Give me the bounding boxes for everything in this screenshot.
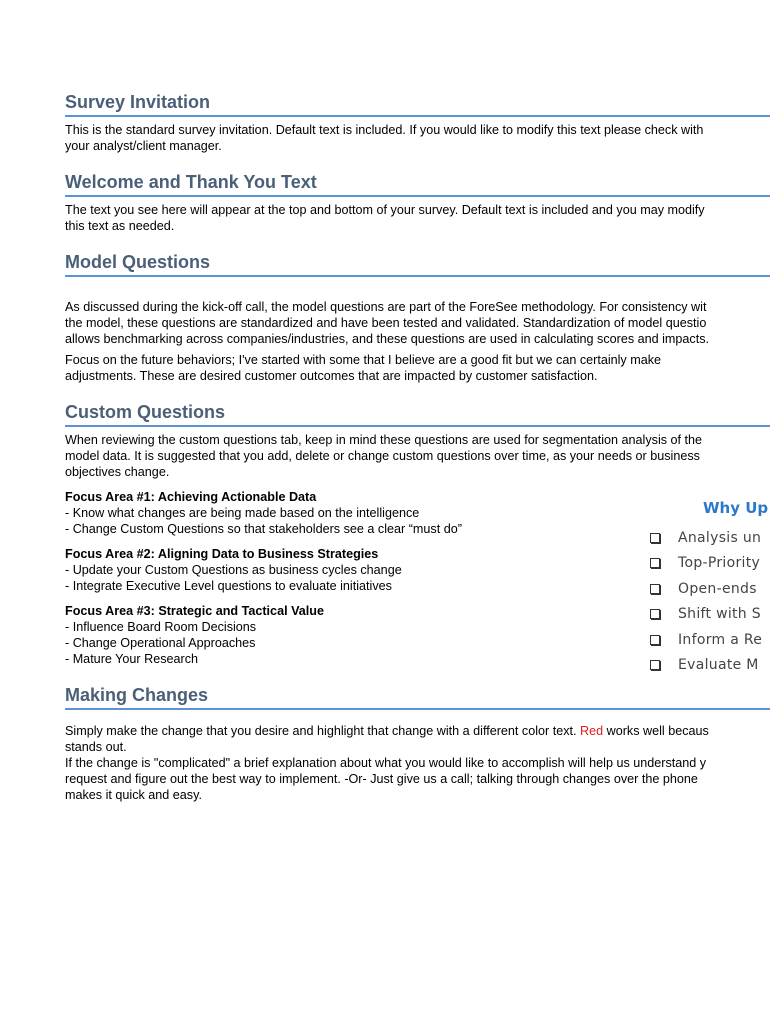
why-list-item	[650, 602, 770, 628]
text-segment: works well becaus	[603, 724, 709, 738]
text-line: makes it quick and easy.	[65, 788, 202, 802]
welcome-text	[65, 202, 770, 234]
survey-invitation-section	[65, 92, 770, 154]
why-item-label: Analysis un	[678, 529, 762, 546]
text-line: your analyst/client manager.	[65, 139, 222, 153]
checkbox-icon	[650, 609, 660, 619]
why-item-label: Inform a Re	[678, 631, 763, 648]
why-item-label: Shift with S	[678, 606, 761, 623]
focus-area-item: - Update your Custom Questions as business cycles change	[65, 563, 402, 577]
text-line: As discussed during the kick-off call, the model questions are part of the ForeSee methodology. For consistency wit	[65, 300, 707, 314]
why-update-panel	[650, 499, 770, 678]
focus-area-item: - Mature Your Research	[65, 652, 199, 666]
red-highlight-word: Red	[580, 724, 604, 738]
why-list-item	[650, 653, 770, 679]
focus-area-item: - Change Custom Questions so that stakeholders see a clear “must do”	[65, 522, 462, 536]
text-line: request and figure out the best way to implement. -Or- Just give us a call; talking through changes over the phone	[65, 772, 698, 786]
text-line: Focus on the future behaviors; I've started with some that I believe are a good fit but we can certainly make	[65, 353, 662, 367]
text-line: this text as needed.	[65, 219, 175, 233]
survey-invitation-heading: Survey Invitation	[65, 92, 770, 117]
checkbox-icon	[650, 584, 660, 594]
model-questions-section	[65, 252, 770, 384]
text-line: model data. It is suggested that you add, delete or change custom questions over time, as your needs or business	[65, 449, 700, 463]
model-questions-paragraph-2	[65, 352, 770, 384]
focus-area-item: - Know what changes are being made based on the intelligence	[65, 506, 420, 520]
model-questions-heading: Model Questions	[65, 252, 770, 277]
why-panel-title: Why Up	[703, 499, 769, 517]
why-list-item	[650, 551, 770, 577]
focus-area-title: Focus Area #2: Aligning Data to Business Strategies	[65, 547, 379, 561]
checkbox-icon	[650, 660, 660, 670]
text-line	[65, 723, 770, 739]
why-item-label: Open-ends	[678, 580, 757, 597]
custom-questions-text	[65, 432, 770, 480]
document-page	[65, 92, 770, 821]
focus-area-item: - Change Operational Approaches	[65, 636, 256, 650]
welcome-section	[65, 172, 770, 234]
focus-area-title: Focus Area #3: Strategic and Tactical Value	[65, 604, 324, 618]
text-line: adjustments. These are desired customer outcomes that are impacted by customer satisfaction.	[65, 369, 598, 383]
text-line: When reviewing the custom questions tab, keep in mind these questions are used for segmentation analysis of the	[65, 433, 703, 447]
model-questions-paragraph-1	[65, 299, 770, 347]
survey-invitation-text	[65, 122, 770, 154]
text-line: This is the standard survey invitation. Default text is included. If you would like to modify this text please check with	[65, 123, 704, 137]
text-line: objectives change.	[65, 465, 170, 479]
text-segment: Simply make the change that you desire and highlight that change with a different color text.	[65, 724, 581, 738]
focus-area-title: Focus Area #1: Achieving Actionable Data	[65, 490, 317, 504]
why-list-item	[650, 576, 770, 602]
checkbox-icon	[650, 533, 660, 543]
text-line: The text you see here will appear at the top and bottom of your survey. Default text is included and you may modify	[65, 203, 705, 217]
making-changes-heading: Making Changes	[65, 685, 770, 710]
checkbox-icon	[650, 558, 660, 568]
custom-questions-heading: Custom Questions	[65, 402, 770, 427]
why-list-item	[650, 627, 770, 653]
why-item-label: Evaluate M	[678, 657, 759, 674]
welcome-heading: Welcome and Thank You Text	[65, 172, 770, 197]
focus-area-item: - Influence Board Room Decisions	[65, 620, 257, 634]
text-line: allows benchmarking across companies/industries, and these questions are used in calculating scores and impacts.	[65, 332, 710, 346]
why-list-item	[650, 525, 770, 551]
making-changes-text	[65, 723, 770, 803]
focus-area-item: - Integrate Executive Level questions to evaluate initiatives	[65, 579, 392, 593]
text-line: If the change is "complicated" a brief explanation about what you would like to accomplish will help us understand y	[65, 756, 707, 770]
text-line: stands out.	[65, 740, 127, 754]
checkbox-icon	[650, 635, 660, 645]
text-line: the model, these questions are standardized and have been tested and validated. Standardization of model questio	[65, 316, 707, 330]
making-changes-section	[65, 685, 770, 803]
why-item-label: Top-Priority	[678, 555, 761, 572]
